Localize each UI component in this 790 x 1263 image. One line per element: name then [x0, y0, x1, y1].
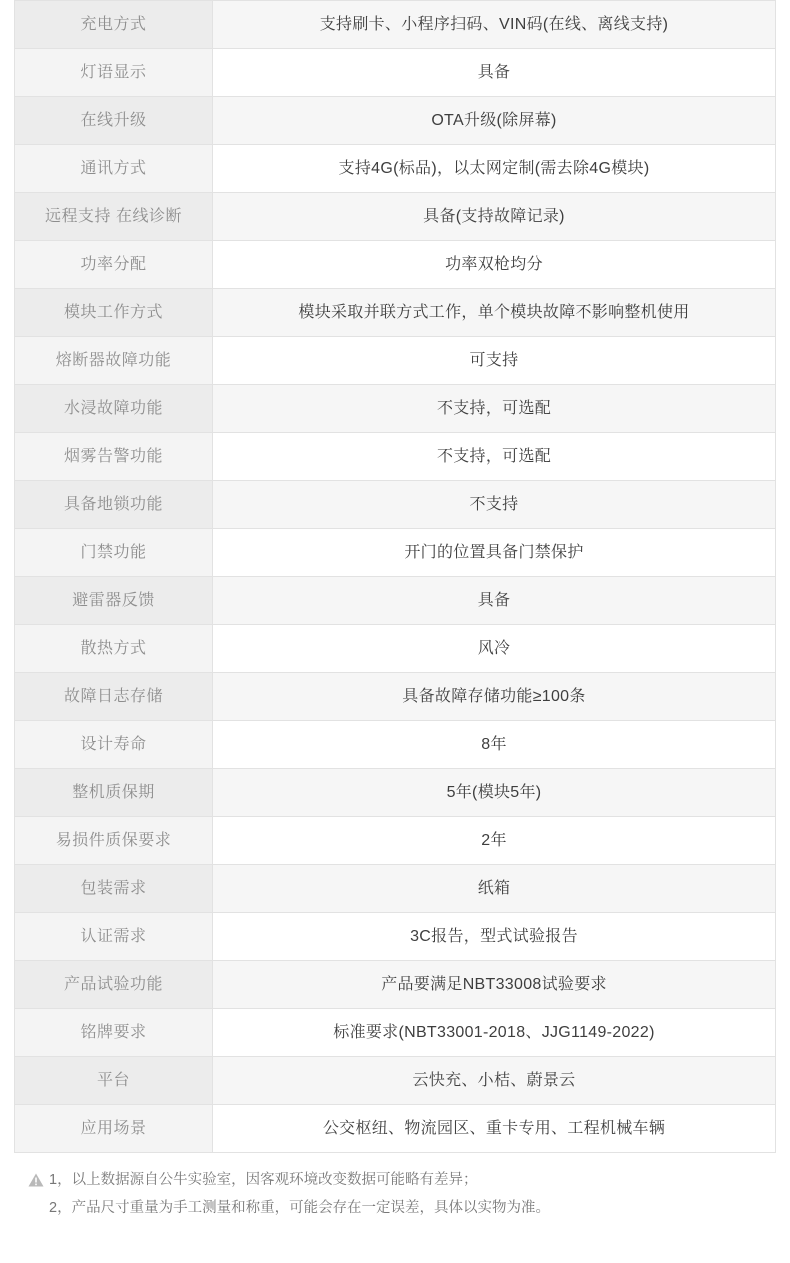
table-row	[15, 1009, 776, 1057]
spec-label: 包装需求	[15, 865, 213, 913]
spec-label: 烟雾告警功能	[15, 433, 213, 481]
spec-label: 避雷器反馈	[15, 577, 213, 625]
table-row	[15, 625, 776, 673]
spec-value: 纸箱	[213, 865, 776, 913]
spec-value: 具备	[213, 577, 776, 625]
spec-label: 灯语显示	[15, 49, 213, 97]
table-row	[15, 577, 776, 625]
spec-label: 水浸故障功能	[15, 385, 213, 433]
spec-value: 8年	[213, 721, 776, 769]
spec-value: 产品要满足NBT33008试验要求	[213, 961, 776, 1009]
table-row	[15, 97, 776, 145]
spec-value: 可支持	[213, 337, 776, 385]
spec-value: OTA升级(除屏幕)	[213, 97, 776, 145]
spec-label: 模块工作方式	[15, 289, 213, 337]
table-row	[15, 385, 776, 433]
spec-value: 支持刷卡、小程序扫码、VIN码(在线、离线支持)	[213, 1, 776, 49]
spec-value: 具备	[213, 49, 776, 97]
spec-label: 易损件质保要求	[15, 817, 213, 865]
table-row	[15, 337, 776, 385]
spec-label: 熔断器故障功能	[15, 337, 213, 385]
spec-label: 散热方式	[15, 625, 213, 673]
spec-value: 标准要求(NBT33001-2018、JJG1149-2022)	[213, 1009, 776, 1057]
spec-label: 设计寿命	[15, 721, 213, 769]
table-row	[15, 673, 776, 721]
spec-value: 5年(模块5年)	[213, 769, 776, 817]
footnote-text-2: 2，产品尺寸重量为手工测量和称重，可能会存在一定误差，具体以实物为准。	[49, 1199, 551, 1216]
spec-label: 平台	[15, 1057, 213, 1105]
table-row	[15, 1, 776, 49]
spec-label: 通讯方式	[15, 145, 213, 193]
spec-label: 认证需求	[15, 913, 213, 961]
spec-label: 具备地锁功能	[15, 481, 213, 529]
spec-label: 铭牌要求	[15, 1009, 213, 1057]
table-row	[15, 289, 776, 337]
footnotes	[14, 1167, 776, 1222]
spec-value: 不支持	[213, 481, 776, 529]
warning-triangle-icon	[28, 1173, 44, 1187]
spec-value: 公交枢纽、物流园区、重卡专用、工程机械车辆	[213, 1105, 776, 1153]
table-row	[15, 433, 776, 481]
table-row	[15, 817, 776, 865]
spec-label: 故障日志存储	[15, 673, 213, 721]
table-row	[15, 193, 776, 241]
table-row	[15, 721, 776, 769]
spec-label: 远程支持 在线诊断	[15, 193, 213, 241]
spec-value: 不支持，可选配	[213, 433, 776, 481]
spec-value: 风冷	[213, 625, 776, 673]
footnote-first	[28, 1167, 766, 1195]
spec-label: 功率分配	[15, 241, 213, 289]
spec-label: 门禁功能	[15, 529, 213, 577]
spec-label: 应用场景	[15, 1105, 213, 1153]
table-row	[15, 529, 776, 577]
spec-value: 具备(支持故障记录)	[213, 193, 776, 241]
spec-value: 不支持，可选配	[213, 385, 776, 433]
spec-label: 产品试验功能	[15, 961, 213, 1009]
spec-value: 模块采取并联方式工作，单个模块故障不影响整机使用	[213, 289, 776, 337]
table-row	[15, 913, 776, 961]
table-row	[15, 961, 776, 1009]
specification-table-body	[15, 1, 776, 1153]
spec-value: 云快充、小桔、蔚景云	[213, 1057, 776, 1105]
table-row	[15, 481, 776, 529]
footnote-text-1: 1，以上数据源自公牛实验室，因客观环境改变数据可能略有差异；	[49, 1172, 478, 1188]
table-row	[15, 49, 776, 97]
spec-label: 整机质保期	[15, 769, 213, 817]
spec-value: 具备故障存储功能≥100条	[213, 673, 776, 721]
spec-value: 支持4G(标品)，以太网定制(需去除4G模块)	[213, 145, 776, 193]
table-row	[15, 865, 776, 913]
spec-value: 开门的位置具备门禁保护	[213, 529, 776, 577]
table-row	[15, 1057, 776, 1105]
table-row	[15, 1105, 776, 1153]
spec-value: 3C报告，型式试验报告	[213, 913, 776, 961]
spec-label: 充电方式	[15, 1, 213, 49]
spec-value: 2年	[213, 817, 776, 865]
table-row	[15, 241, 776, 289]
table-row	[15, 145, 776, 193]
spec-label: 在线升级	[15, 97, 213, 145]
specification-table	[14, 0, 776, 1153]
spec-value: 功率双枪均分	[213, 241, 776, 289]
table-row	[15, 769, 776, 817]
footnote-second	[28, 1195, 766, 1223]
